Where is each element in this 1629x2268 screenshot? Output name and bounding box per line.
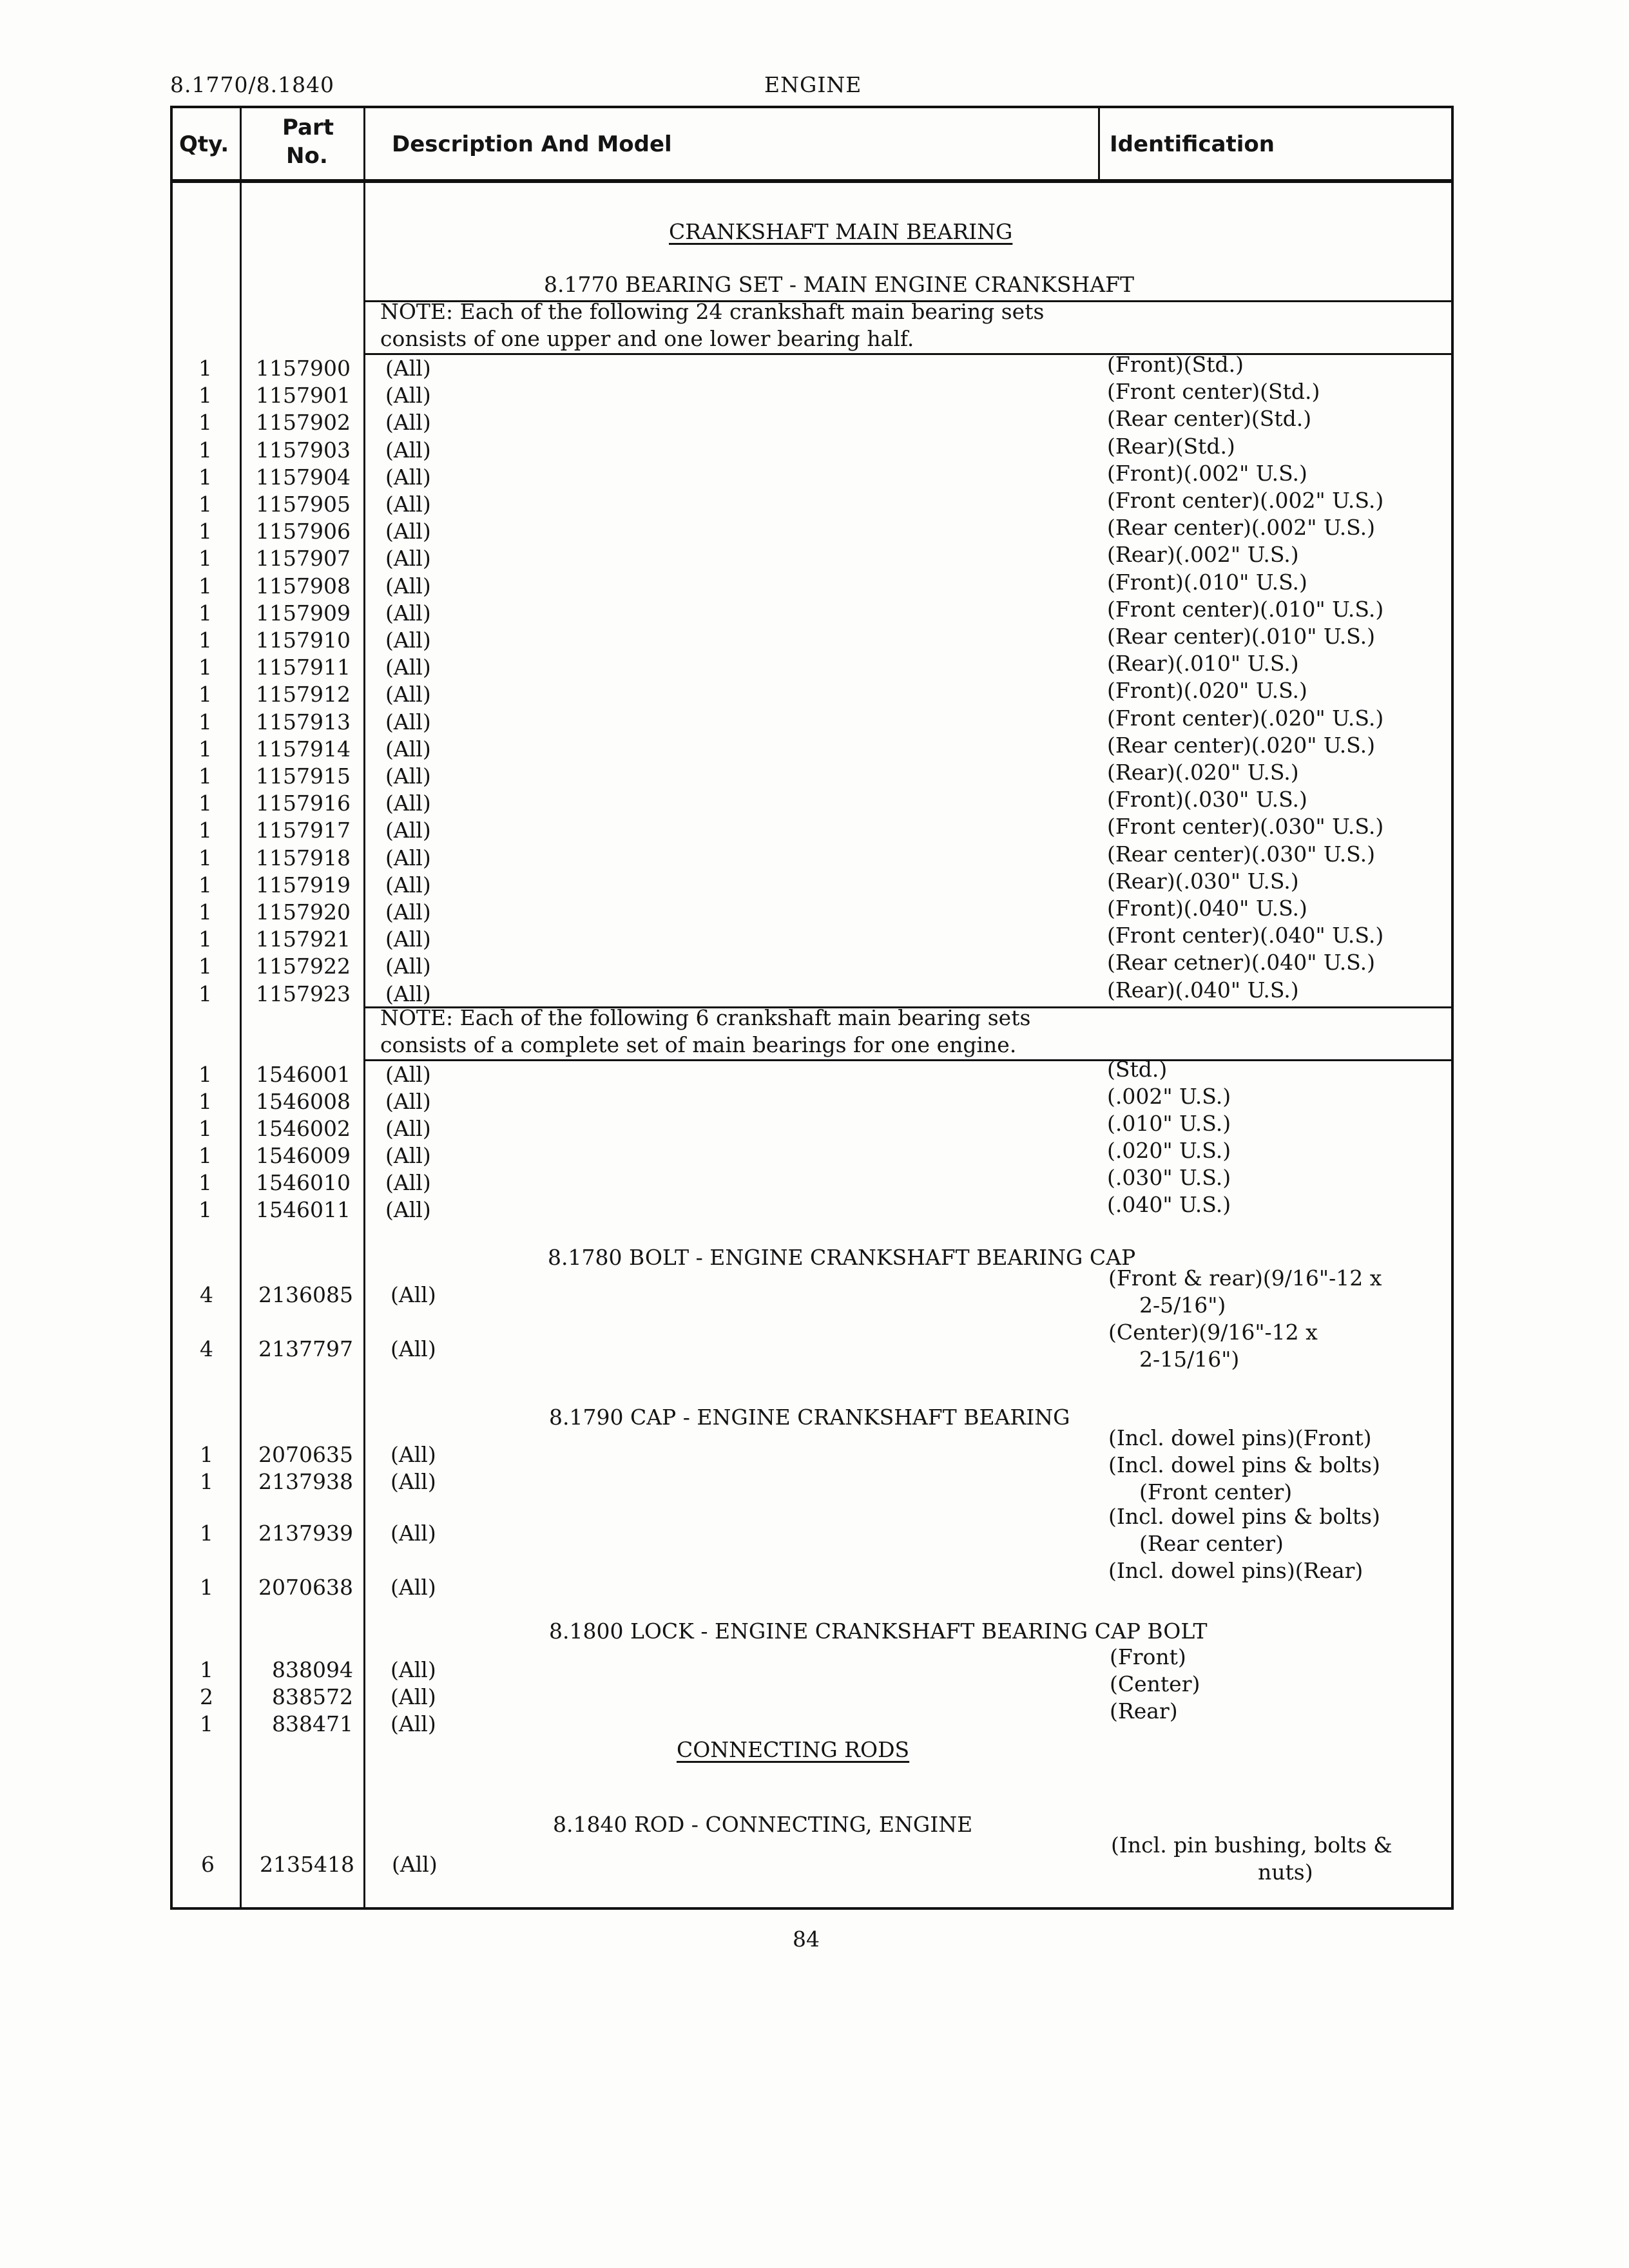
qty-cell: 1 <box>198 764 212 789</box>
part-number-cell: 1546011 <box>256 1197 351 1222</box>
part-number-cell: 1157915 <box>256 764 351 789</box>
model-cell: (All) <box>385 410 431 436</box>
qty-cell: 1 <box>198 791 212 816</box>
group-title: 8.1780 BOLT - ENGINE CRANKSHAFT BEARING CAP <box>548 1245 1136 1270</box>
part-number-cell: 2137797 <box>258 1336 353 1361</box>
part-number-cell: 1157912 <box>256 682 351 707</box>
qty-cell: 2 <box>200 1684 213 1709</box>
model-cell: (All) <box>392 1852 438 1877</box>
note-text: NOTE: Each of the following 24 crankshaft main bearing sets <box>380 299 1045 324</box>
qty-cell: 1 <box>200 1575 213 1600</box>
model-cell: (All) <box>385 1197 431 1222</box>
model-cell: (All) <box>385 573 431 599</box>
part-number-cell: 1546001 <box>256 1062 351 1087</box>
identification-cell: (Front)(.010" U.S.) <box>1107 569 1307 595</box>
part-number-cell: 2070638 <box>258 1575 353 1600</box>
qty-cell: 1 <box>198 1062 212 1087</box>
qty-cell: 1 <box>198 628 212 653</box>
part-number-cell: 1157904 <box>256 464 351 490</box>
model-cell: (All) <box>385 628 431 653</box>
note-text: consists of one upper and one lower bearing half. <box>380 326 914 351</box>
section-title: CONNECTING RODS <box>677 1737 910 1762</box>
model-cell: (All) <box>390 1442 436 1467</box>
identification-cell: (Front center)(.020" U.S.) <box>1107 705 1384 731</box>
identification-cell: (Front) <box>1110 1644 1186 1669</box>
model-cell: (All) <box>385 1116 431 1141</box>
identification-cell: nuts) <box>1258 1860 1313 1885</box>
identification-cell: (Front center)(.030" U.S.) <box>1107 814 1384 840</box>
part-number-cell: 1157901 <box>256 383 351 408</box>
part-number-cell: 1157911 <box>256 655 351 680</box>
model-cell: (All) <box>385 600 431 626</box>
qty-cell: 1 <box>198 546 212 572</box>
note-text: NOTE: Each of the following 6 crankshaft main bearing sets <box>380 1005 1031 1030</box>
note-rule <box>363 353 1451 355</box>
model-cell: (All) <box>385 492 431 517</box>
parts-table <box>170 106 1454 1910</box>
model-cell: (All) <box>385 845 431 870</box>
part-number-cell: 1157907 <box>256 546 351 572</box>
header-separator <box>173 179 1451 183</box>
qty-cell: 1 <box>200 1521 213 1546</box>
identification-cell: (Std.) <box>1107 1057 1168 1082</box>
part-number-cell: 1546002 <box>256 1116 351 1141</box>
part-number-cell: 1157923 <box>256 981 351 1006</box>
model-cell: (All) <box>390 1711 436 1736</box>
part-number-cell: 2135418 <box>260 1852 354 1877</box>
group-title: 8.1840 ROD - CONNECTING, ENGINE <box>553 1812 973 1837</box>
model-cell: (All) <box>385 519 431 544</box>
part-number-cell: 1157917 <box>256 818 351 843</box>
qty-cell: 4 <box>200 1282 213 1307</box>
qty-cell: 1 <box>198 383 212 408</box>
model-cell: (All) <box>385 1089 431 1114</box>
identification-cell: (Rear)(.010" U.S.) <box>1107 651 1299 677</box>
identification-cell: (Front center) <box>1139 1479 1293 1504</box>
qty-cell: 1 <box>198 845 212 870</box>
qty-cell: 1 <box>198 1089 212 1114</box>
model-cell: (All) <box>385 899 431 925</box>
identification-cell: (Front center)(Std.) <box>1107 379 1320 405</box>
identification-cell: (Rear)(.030" U.S.) <box>1107 868 1299 894</box>
identification-cell: (Incl. dowel pins & bolts) <box>1108 1452 1380 1477</box>
model-cell: (All) <box>385 818 431 843</box>
model-cell: (All) <box>385 764 431 789</box>
qty-cell: 1 <box>198 1143 212 1168</box>
model-cell: (All) <box>385 736 431 762</box>
qty-cell: 1 <box>198 655 212 680</box>
model-cell: (All) <box>385 437 431 463</box>
model-cell: (All) <box>385 546 431 572</box>
part-number-cell: 1157913 <box>256 709 351 735</box>
identification-cell: 2-15/16") <box>1139 1347 1240 1372</box>
part-number-cell: 1157914 <box>256 736 351 762</box>
part-number-cell: 1157903 <box>256 437 351 463</box>
part-number-cell: 838471 <box>272 1711 353 1736</box>
column-header-description: Description And Model <box>392 131 672 157</box>
qty-cell: 1 <box>198 682 212 707</box>
identification-cell: (.010" U.S.) <box>1107 1111 1231 1136</box>
identification-cell: (Rear center)(Std.) <box>1107 406 1312 432</box>
identification-cell: (Incl. dowel pins & bolts) <box>1108 1504 1380 1529</box>
part-number-cell: 1157900 <box>256 356 351 381</box>
qty-cell: 1 <box>200 1711 213 1736</box>
model-cell: (All) <box>390 1684 436 1709</box>
qty-cell: 1 <box>198 437 212 463</box>
identification-cell: (.020" U.S.) <box>1107 1138 1231 1163</box>
identification-cell: (Rear)(.020" U.S.) <box>1107 760 1299 785</box>
qty-cell: 1 <box>198 573 212 599</box>
identification-cell: 2-5/16") <box>1139 1293 1226 1318</box>
model-cell: (All) <box>385 709 431 735</box>
model-cell: (All) <box>385 1170 431 1195</box>
part-number-cell: 1157918 <box>256 845 351 870</box>
qty-cell: 1 <box>198 519 212 544</box>
model-cell: (All) <box>385 954 431 979</box>
model-cell: (All) <box>385 682 431 707</box>
model-cell: (All) <box>385 464 431 490</box>
part-number-cell: 1157906 <box>256 519 351 544</box>
identification-cell: (Incl. pin bushing, bolts & <box>1111 1832 1393 1858</box>
identification-cell: (Rear)(.002" U.S.) <box>1107 542 1299 568</box>
identification-cell: (Front)(.002" U.S.) <box>1107 460 1307 486</box>
identification-cell: (Front & rear)(9/16"-12 x <box>1108 1265 1382 1291</box>
qty-cell: 1 <box>198 954 212 979</box>
identification-cell: (Rear)(Std.) <box>1107 433 1235 459</box>
identification-cell: (Front)(.030" U.S.) <box>1107 787 1307 812</box>
part-number-cell: 1157919 <box>256 872 351 898</box>
qty-cell: 1 <box>198 872 212 898</box>
model-cell: (All) <box>385 1143 431 1168</box>
qty-cell: 1 <box>198 1197 212 1222</box>
note-rule <box>363 1059 1451 1061</box>
identification-cell: (Front center)(.010" U.S.) <box>1107 596 1384 622</box>
part-number-cell: 1157909 <box>256 600 351 626</box>
section-title: CRANKSHAFT MAIN BEARING <box>669 219 1013 244</box>
qty-cell: 1 <box>198 600 212 626</box>
qty-cell: 1 <box>198 818 212 843</box>
group-title: 8.1800 LOCK - ENGINE CRANKSHAFT BEARING CAP BOLT <box>549 1619 1208 1644</box>
part-number-cell: 1157916 <box>256 791 351 816</box>
page-number: 84 <box>793 1927 820 1952</box>
model-cell: (All) <box>385 981 431 1006</box>
qty-cell: 1 <box>200 1657 213 1682</box>
qty-cell: 1 <box>200 1469 213 1494</box>
model-cell: (All) <box>385 655 431 680</box>
identification-cell: (.002" U.S.) <box>1107 1084 1231 1109</box>
identification-cell: (Front)(.020" U.S.) <box>1107 678 1307 704</box>
identification-cell: (Rear center) <box>1139 1531 1284 1556</box>
part-number-cell: 1157910 <box>256 628 351 653</box>
model-cell: (All) <box>390 1521 436 1546</box>
model-cell: (All) <box>385 872 431 898</box>
identification-cell: (Front center)(.002" U.S.) <box>1107 488 1384 513</box>
identification-cell: (.040" U.S.) <box>1107 1192 1231 1217</box>
model-cell: (All) <box>390 1282 436 1307</box>
part-number-cell: 2137938 <box>258 1469 353 1494</box>
qty-cell: 1 <box>198 356 212 381</box>
qty-cell: 4 <box>200 1336 213 1361</box>
identification-cell: (Rear center)(.002" U.S.) <box>1107 515 1375 541</box>
identification-cell: (.030" U.S.) <box>1107 1165 1231 1190</box>
part-number-cell: 1157921 <box>256 927 351 952</box>
part-number-cell: 1157902 <box>256 410 351 436</box>
model-cell: (All) <box>385 356 431 381</box>
qty-cell: 1 <box>198 981 212 1006</box>
identification-cell: (Incl. dowel pins)(Front) <box>1108 1425 1372 1450</box>
page-header-left: 8.1770/8.1840 <box>170 72 335 97</box>
identification-cell: (Center) <box>1110 1671 1200 1696</box>
column-header-part-line1: Part <box>282 115 334 140</box>
model-cell: (All) <box>385 791 431 816</box>
qty-cell: 1 <box>198 1116 212 1141</box>
identification-cell: (Rear cetner)(.040" U.S.) <box>1107 950 1375 975</box>
identification-cell: (Front)(Std.) <box>1107 352 1244 377</box>
part-number-cell: 1546009 <box>256 1143 351 1168</box>
qty-cell: 1 <box>198 709 212 735</box>
part-number-cell: 1157922 <box>256 954 351 979</box>
part-number-cell: 1157920 <box>256 899 351 925</box>
part-number-cell: 1546008 <box>256 1089 351 1114</box>
part-number-cell: 2136085 <box>258 1282 353 1307</box>
part-number-cell: 1157905 <box>256 492 351 517</box>
qty-cell: 6 <box>201 1852 215 1877</box>
note-text: consists of a complete set of main bearings for one engine. <box>380 1032 1017 1057</box>
identification-cell: (Rear) <box>1110 1698 1178 1724</box>
identification-cell: (Rear center)(.010" U.S.) <box>1107 624 1375 649</box>
group-title: 8.1790 CAP - ENGINE CRANKSHAFT BEARING <box>549 1405 1070 1430</box>
qty-cell: 1 <box>200 1442 213 1467</box>
identification-cell: (Front)(.040" U.S.) <box>1107 896 1307 921</box>
identification-cell: (Rear)(.040" U.S.) <box>1107 977 1299 1003</box>
column-header-part-line2: No. <box>286 143 328 169</box>
part-number-cell: 2070635 <box>258 1442 353 1467</box>
qty-cell: 1 <box>198 1170 212 1195</box>
identification-cell: (Center)(9/16"-12 x <box>1108 1320 1318 1345</box>
group-title: 8.1770 BEARING SET - MAIN ENGINE CRANKSHAFT <box>544 272 1134 297</box>
part-number-cell: 2137939 <box>258 1521 353 1546</box>
qty-cell: 1 <box>198 899 212 925</box>
identification-cell: (Front center)(.040" U.S.) <box>1107 923 1384 948</box>
qty-cell: 1 <box>198 410 212 436</box>
identification-cell: (Rear center)(.030" U.S.) <box>1107 841 1375 867</box>
model-cell: (All) <box>385 383 431 408</box>
model-cell: (All) <box>385 1062 431 1087</box>
qty-cell: 1 <box>198 736 212 762</box>
identification-cell: (Incl. dowel pins)(Rear) <box>1108 1558 1364 1583</box>
column-divider <box>1098 108 1100 179</box>
model-cell: (All) <box>385 927 431 952</box>
column-header-identification: Identification <box>1110 131 1275 157</box>
model-cell: (All) <box>390 1657 436 1682</box>
model-cell: (All) <box>390 1469 436 1494</box>
column-header-qty: Qty. <box>179 131 229 157</box>
part-number-cell: 838572 <box>272 1684 353 1709</box>
qty-cell: 1 <box>198 492 212 517</box>
page-header-title: ENGINE <box>764 72 862 97</box>
qty-cell: 1 <box>198 464 212 490</box>
identification-cell: (Rear center)(.020" U.S.) <box>1107 732 1375 758</box>
part-number-cell: 1546010 <box>256 1170 351 1195</box>
qty-cell: 1 <box>198 927 212 952</box>
part-number-cell: 838094 <box>272 1657 353 1682</box>
model-cell: (All) <box>390 1336 436 1361</box>
part-number-cell: 1157908 <box>256 573 351 599</box>
model-cell: (All) <box>390 1575 436 1600</box>
